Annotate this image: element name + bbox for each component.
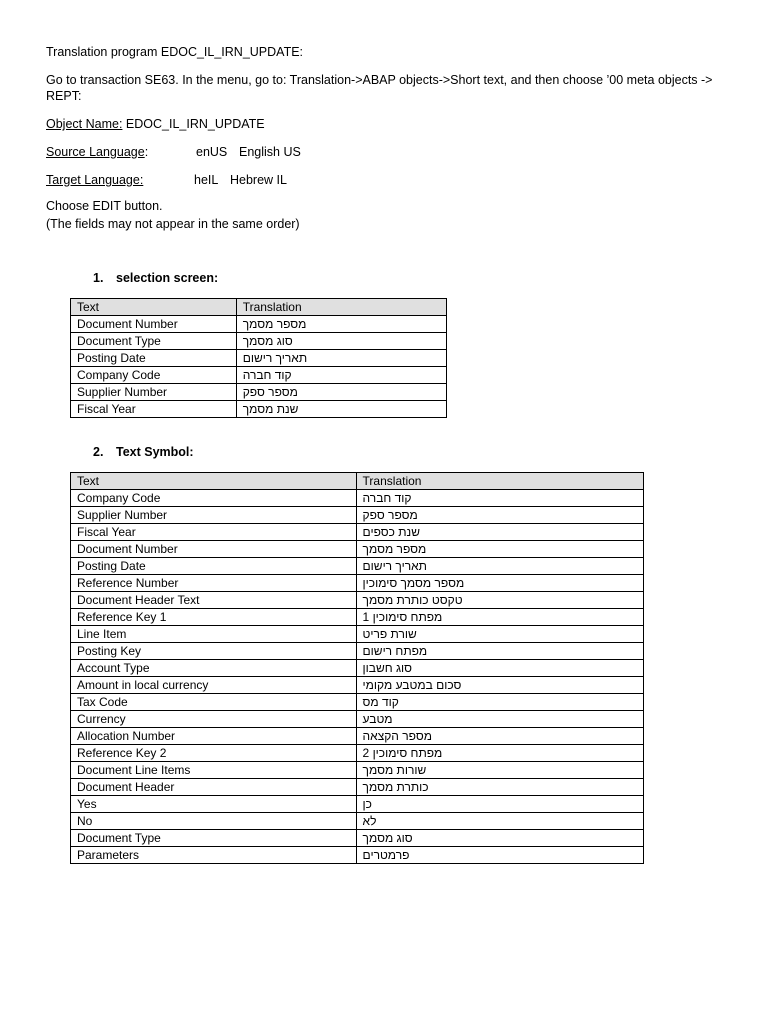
section2-number: 2.	[93, 445, 104, 459]
text-cell: Document Type	[71, 333, 237, 350]
text-cell: Reference Number	[71, 575, 357, 592]
translation-cell: קוד חברה	[236, 367, 446, 384]
table-row	[71, 762, 644, 779]
translation-cell: כן	[356, 796, 643, 813]
translation-cell: מספר מסמך	[356, 541, 643, 558]
table-row	[71, 575, 644, 592]
table-row	[71, 830, 644, 847]
source-language-name: English US	[239, 145, 301, 159]
text-cell: Document Header Text	[71, 592, 357, 609]
text-cell: Supplier Number	[71, 384, 237, 401]
source-language-colon: :	[144, 145, 149, 159]
translation-cell: תאריך רישום	[356, 558, 643, 575]
table-row	[71, 643, 644, 660]
translation-cell: מפתח רישום	[356, 643, 643, 660]
table-header-row	[71, 473, 644, 490]
source-language-label: Source Language	[46, 145, 145, 159]
table-row	[71, 592, 644, 609]
table-row	[71, 367, 447, 384]
translation-cell: תאריך רישום	[236, 350, 446, 367]
text-cell: Supplier Number	[71, 507, 357, 524]
table-row	[71, 626, 644, 643]
translation-cell: מספר מסמך	[236, 316, 446, 333]
table-row	[71, 677, 644, 694]
table-row	[71, 384, 447, 401]
text-cell: Document Line Items	[71, 762, 357, 779]
translation-cell: פרמטרים	[356, 847, 643, 864]
table-row	[71, 745, 644, 762]
target-language-line	[46, 172, 346, 188]
translation-cell: מספר הקצאה	[356, 728, 643, 745]
table-row	[71, 316, 447, 333]
translation-cell: שורת פריט	[356, 626, 643, 643]
translation-cell: סוג מסמך	[356, 830, 643, 847]
translation-cell: שנת מסמך	[236, 401, 446, 418]
table-row	[71, 711, 644, 728]
translation-column-header: Translation	[356, 473, 643, 490]
translation-cell: סוג חשבון	[356, 660, 643, 677]
text-cell: Allocation Number	[71, 728, 357, 745]
text-symbol-table	[70, 472, 644, 864]
translation-cell: מספר מסמך סימוכין	[356, 575, 643, 592]
table-row	[71, 813, 644, 830]
table-row	[71, 796, 644, 813]
text-column-header: Text	[71, 473, 357, 490]
translation-column-header: Translation	[236, 299, 446, 316]
table-row	[71, 694, 644, 711]
table-row	[71, 779, 644, 796]
text-cell: Line Item	[71, 626, 357, 643]
target-language-label: Target Language:	[46, 173, 144, 187]
translation-cell: לא	[356, 813, 643, 830]
translation-cell: מפתח סימוכין 2	[356, 745, 643, 762]
table-row	[71, 507, 644, 524]
text-cell: Posting Date	[71, 558, 357, 575]
target-language-code: heIL	[194, 173, 219, 187]
fields-order-note: (The fields may not appear in the same order)	[46, 217, 300, 231]
text-cell: Document Number	[71, 316, 237, 333]
source-language-code: enUS	[196, 145, 228, 159]
text-cell: Account Type	[71, 660, 357, 677]
text-cell: Company Code	[71, 490, 357, 507]
text-cell: Fiscal Year	[71, 524, 357, 541]
source-language-line	[46, 144, 346, 160]
table-row	[71, 333, 447, 350]
text-cell: Parameters	[71, 847, 357, 864]
text-cell: Reference Key 2	[71, 745, 357, 762]
object-name-label: Object Name:	[46, 117, 123, 131]
section1-number: 1.	[93, 271, 104, 285]
table-row	[71, 609, 644, 626]
translation-cell: קוד חברה	[356, 490, 643, 507]
table-row	[71, 847, 644, 864]
table-row	[71, 541, 644, 558]
translation-cell: קוד מס	[356, 694, 643, 711]
table-header-row	[71, 299, 447, 316]
translation-cell: מטבע	[356, 711, 643, 728]
text-cell: Amount in local currency	[71, 677, 357, 694]
object-name-value: EDOC_IL_IRN_UPDATE	[125, 117, 265, 131]
section2-heading	[93, 444, 194, 460]
text-cell: Posting Key	[71, 643, 357, 660]
table-row	[71, 490, 644, 507]
translation-cell: טקסט כותרת מסמך	[356, 592, 643, 609]
selection-screen-table	[70, 298, 447, 418]
text-cell: Yes	[71, 796, 357, 813]
text-cell: Document Number	[71, 541, 357, 558]
translation-cell: מפתח סימוכין 1	[356, 609, 643, 626]
table-row	[71, 350, 447, 367]
object-name-line	[46, 116, 265, 132]
target-language-name: Hebrew IL	[230, 173, 287, 187]
text-column-header: Text	[71, 299, 237, 316]
table-row	[71, 660, 644, 677]
text-cell: Posting Date	[71, 350, 237, 367]
translation-cell: שנת כספים	[356, 524, 643, 541]
text-cell: No	[71, 813, 357, 830]
text-cell: Company Code	[71, 367, 237, 384]
translation-cell: מספר ספק	[236, 384, 446, 401]
section1-heading	[93, 270, 218, 286]
text-cell: Tax Code	[71, 694, 357, 711]
document-title: Translation program EDOC_IL_IRN_UPDATE:	[46, 45, 304, 59]
text-cell: Currency	[71, 711, 357, 728]
table-row	[71, 728, 644, 745]
table-row	[71, 558, 644, 575]
text-cell: Document Header	[71, 779, 357, 796]
table-row	[71, 524, 644, 541]
choose-edit-text: Choose EDIT button.	[46, 199, 163, 213]
translation-cell: מספר ספק	[356, 507, 643, 524]
translation-cell: סוג מסמך	[236, 333, 446, 350]
translation-cell: סכום במטבע מקומי	[356, 677, 643, 694]
text-cell: Document Type	[71, 830, 357, 847]
table-row	[71, 401, 447, 418]
translation-cell: כותרת מסמך	[356, 779, 643, 796]
translation-cell: שורות מסמך	[356, 762, 643, 779]
section2-title: Text Symbol:	[116, 445, 194, 459]
section1-title: selection screen:	[116, 271, 219, 285]
text-cell: Reference Key 1	[71, 609, 357, 626]
text-cell: Fiscal Year	[71, 401, 237, 418]
instructions-paragraph: Go to transaction SE63. In the menu, go to: Translation->ABAP objects->Short text, and then choose ’00 meta objects -> REPT:	[46, 73, 713, 103]
